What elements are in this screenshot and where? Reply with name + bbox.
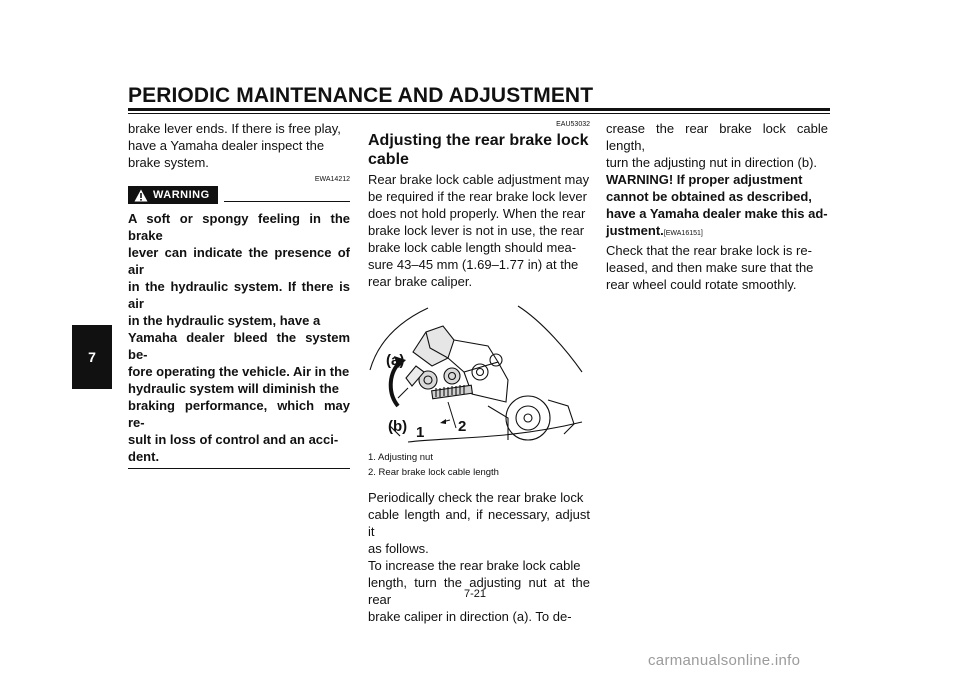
adjustment-text: Periodically check the rear brake lock cable length and, if necessary, adjust it as follows. To increase the rear brake lock cable length, turn the adjusting nut at the rear brake caliper in direction (a). To de-: [368, 490, 590, 624]
column-1: [128, 120, 350, 469]
warning-text: A soft or spongy feeling in the brake lever can indicate the presence of air in the hydraulic system. If there is air in the hydraulic system, have a Yamaha dealer bleed the system be- fore operating the vehicle. Air in the hydraulic system will diminish the braking performance, which may re- sult in loss of control and an acci- dent.: [128, 211, 350, 464]
page-number: 7-21: [464, 588, 487, 600]
figure-label-a: (a): [386, 352, 405, 369]
warning-badge: [128, 186, 218, 204]
brake-caliper-figure: [368, 302, 584, 444]
warning-ref-code: [EWA16151]: [663, 230, 703, 237]
intro-text: brake lever ends. If there is free play, have a Yamaha dealer inspect the brake system.: [128, 121, 341, 170]
column-3: [606, 120, 828, 293]
section-body: Rear brake lock cable adjustment may be required if the rear brake lock lever does not hold properly. When the rear brake lock lever is not in use, the rear brake lock cable length should mea- sure 43–45 mm (1.69–1.77 in) at the rear brake caliper.: [368, 172, 590, 289]
caption-2: 2. Rear brake lock cable length: [368, 467, 499, 478]
warning-icon: [134, 189, 148, 202]
figure-captions: [368, 450, 590, 480]
warning-code: EWA14212: [314, 176, 350, 183]
inline-warning: WARNING! If proper adjustment cannot be obtained as described, have a Yamaha dealer make this ad- justment.: [606, 172, 828, 238]
watermark: carmanualsonline.info: [648, 652, 801, 669]
section-title: Adjusting the rear brake lock cable: [368, 132, 589, 168]
warning-label: WARNING: [153, 189, 210, 201]
chapter-tab: 7: [72, 325, 112, 389]
page-title: PERIODIC MAINTENANCE AND ADJUSTMENT: [128, 84, 594, 107]
warning-end-rule: [128, 468, 350, 469]
header-rule-thin: [128, 113, 830, 114]
continued-text: crease the rear brake lock cable length, turn the adjusting nut in direction (b). WARNING! If proper adjustment cannot be obtained as described, have a Yamaha dealer make this ad- justment.[EWA16151] Check that the rear brake lock is re- leased, and then make sure that the rear wheel could rotate smoothly.: [606, 121, 828, 292]
column-2: [368, 120, 590, 625]
warning-rule: [224, 201, 350, 202]
caption-1: 1. Adjusting nut: [368, 452, 433, 463]
figure-label-2: 2: [458, 418, 467, 435]
figure-label-b: (b): [388, 418, 408, 435]
warning-header: [128, 186, 350, 204]
figure-label-1: 1: [416, 424, 425, 441]
section-code: EAU53032: [556, 121, 590, 128]
header-rule: [128, 108, 830, 111]
